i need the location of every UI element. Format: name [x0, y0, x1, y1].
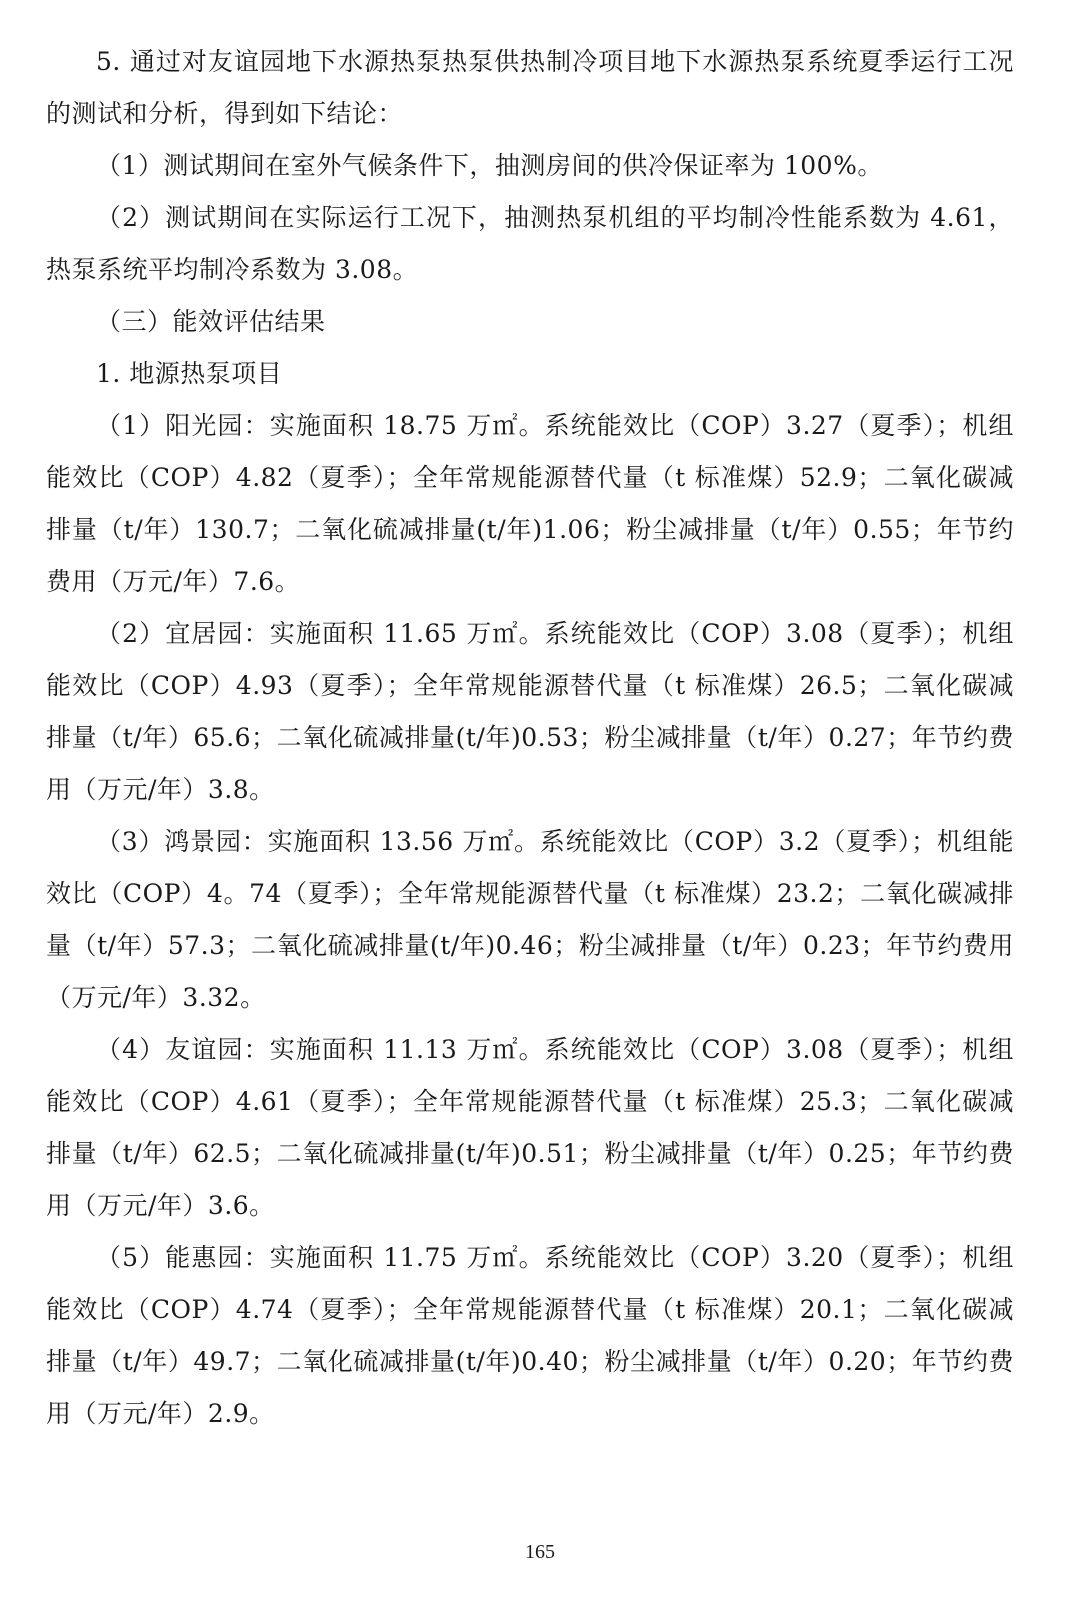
project-paragraph: （1）阳光园：实施面积 18.75 万㎡。系统能效比（COP）3.27（夏季）；机组能效比（COP）4.82（夏季）；全年常规能源替代量（t 标准煤）52.9；二氧化碳减排量（t/年）130.7；二氧化硫减排量(t/年)1.06；粉尘减排量（t/年）0.55；年节约费用（万元/年）7.6。 — [46, 411, 1014, 596]
project-paragraph: （3）鸿景园：实施面积 13.56 万㎡。系统能效比（COP）3.2（夏季）；机组能效比（COP）4。74（夏季）；全年常规能源替代量（t 标准煤）23.2；二氧化碳减排量（t/年）57.3；二氧化硫减排量(t/年)0.46；粉尘减排量（t/年）0.23；年节约费用（万元/年）3.32。 — [46, 827, 1014, 1012]
page-number: 165 — [525, 1541, 555, 1563]
project-paragraph: （5）能惠园：实施面积 11.75 万㎡。系统能效比（COP）3.20（夏季）；机组能效比（COP）4.74（夏季）；全年常规能源替代量（t 标准煤）20.1；二氧化碳减排量（t/年）49.7；二氧化硫减排量(t/年)0.40；粉尘减排量（t/年）0.20；年节约费用（万元/年）2.9。 — [46, 1243, 1014, 1428]
project-paragraph: （2）宜居园：实施面积 11.65 万㎡。系统能效比（COP）3.08（夏季）；机组能效比（COP）4.93（夏季）；全年常规能源替代量（t 标准煤）26.5；二氧化碳减排量（t/年）65.6；二氧化硫减排量(t/年)0.53；粉尘减排量（t/年）0.27；年节约费用（万元/年）3.8。 — [46, 619, 1014, 804]
section-heading: （三）能效评估结果 — [96, 307, 326, 336]
project-paragraph: （4）友谊园：实施面积 11.13 万㎡。系统能效比（COP）3.08（夏季）；机组能效比（COP）4.61（夏季）；全年常规能源替代量（t 标准煤）25.3；二氧化碳减排量（t/年）62.5；二氧化硫减排量(t/年)0.51；粉尘减排量（t/年）0.25；年节约费用（万元/年）3.6。 — [46, 1035, 1014, 1220]
conclusion-item-1: （1）测试期间在室外气候条件下，抽测房间的供冷保证率为 100%。 — [96, 151, 883, 180]
conclusion-intro-paragraph: 5. 通过对友谊园地下水源热泵热泵供热制冷项目地下水源热泵系统夏季运行工况的测试和分析，得到如下结论： — [46, 47, 1014, 128]
page-body — [46, 36, 1014, 1440]
conclusion-item-2: （2）测试期间在实际运行工况下，抽测热泵机组的平均制冷性能系数为 4.61，热泵系统平均制冷系数为 3.08。 — [46, 203, 1014, 284]
subsection-heading: 1. 地源热泵项目 — [96, 359, 283, 388]
